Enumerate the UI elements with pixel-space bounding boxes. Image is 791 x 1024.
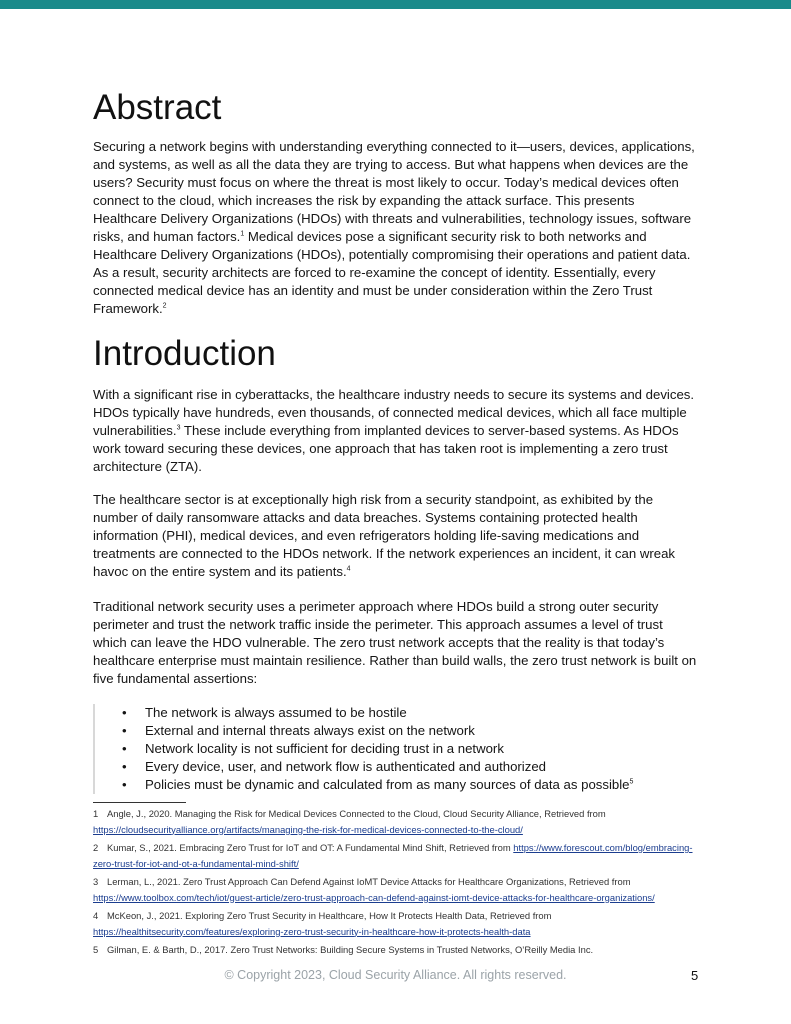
footnote-1 (93, 806, 699, 837)
copyright-notice: © Copyright 2023, Cloud Security Alliance. All rights reserved. (224, 968, 567, 982)
footnote-ref-5[interactable]: 5 (629, 778, 634, 786)
footnote-link[interactable]: https://www.forescout.com/blog/embracing-zero-trust-for-iot-and-ot-a-fundamental-mind-shift/ (93, 842, 693, 869)
abstract-text-2: Medical devices pose a significant security risk to both networks and Healthcare Delivery Organizations (HDOs), potentially compromising their operations and patient data. As a result, security architects are forced to re-examine the concept of identity. Essentially, every connected medical device has an identity and must be under consideration within the Zero Trust Framework. (93, 229, 691, 316)
footnote-number: 3 (93, 876, 99, 887)
footnote-text: Kumar, S., 2021. Embracing Zero Trust for IoT and OT: A Fundamental Mind Shift, Retrieved from (107, 842, 514, 853)
intro-p1-text-1: With a significant rise in cyberattacks, the healthcare industry needs to secure its systems and devices. HDOs typically have hundreds, even thousands, of connected medical devices, which all face multiple vulnerabilities. (93, 387, 695, 438)
footnote-text: Angle, J., 2020. Managing the Risk for Medical Devices Connected to the Cloud, Cloud Security Alliance, Retrieved from (107, 808, 606, 819)
bullet-icon: • (122, 777, 127, 792)
footnote-number: 5 (93, 944, 99, 955)
bullet-icon: • (122, 741, 127, 756)
footnote-text: McKeon, J., 2021. Exploring Zero Trust Security in Healthcare, How It Protects Health Data, Retrieved from (107, 910, 552, 921)
abstract-text-1: Securing a network begins with understanding everything connected to it—users, devices, applications, and systems, as well as all the data they are trying to access. But what happens when devices are the users? Security must focus on where the threat is most likely to occur. Today’s medical devices often connect to the cloud, which increases the risk by expanding the attack surface. This presents Healthcare Delivery Organizations (HDOs) with threats and vulnerabilities, technology issues, software risks, and human factors. (93, 139, 695, 244)
assertion-text: Policies must be dynamic and calculated from as many sources of data as possible (145, 777, 630, 792)
footnote-ref-1[interactable]: 1 (240, 230, 245, 238)
list-item (95, 776, 701, 794)
footnote-3 (93, 874, 699, 905)
introduction-heading: Introduction (93, 334, 276, 373)
footnote-ref-3[interactable]: 3 (176, 424, 181, 432)
assertion-text: The network is always assumed to be hostile (145, 705, 407, 720)
footnote-ref-4[interactable]: 4 (346, 565, 351, 573)
assertion-text: Every device, user, and network flow is authenticated and authorized (145, 759, 546, 774)
header-accent-bar (0, 0, 791, 9)
footnote-5 (93, 942, 699, 958)
footnote-number: 4 (93, 910, 99, 921)
footnote-ref-2[interactable]: 2 (162, 302, 167, 310)
footnotes (93, 806, 699, 961)
introduction-paragraph-3: Traditional network security uses a perimeter approach where HDOs build a strong outer security perimeter and trust the network traffic inside the perimeter. This approach assumes a level of trust which can leave the HDO vulnerable. The zero trust network accepts that the reality is that today’s healthcare enterprise must maintain resilience. Rather than build walls, the zero trust network is built on five fundamental assertions: (93, 599, 697, 686)
footnote-text: Lerman, L., 2021. Zero Trust Approach Can Defend Against IoMT Device Attacks for Healthcare Organizations, Retrieved from (107, 876, 631, 887)
footnote-number: 2 (93, 842, 99, 853)
footnote-link[interactable]: https://cloudsecurityalliance.org/artifacts/managing-the-risk-for-medical-devices-connected-to-the-cloud/ (93, 823, 523, 835)
footnote-link[interactable]: https://www.toolbox.com/tech/iot/guest-article/zero-trust-approach-can-defend-against-iomt-device-attacks-for-healthcare-organizations/ (93, 891, 655, 903)
intro-p2-text: The healthcare sector is at exceptionally high risk from a security standpoint, as exhibited by the number of daily ransomware attacks and data breaches. Systems containing protected health information (PHI), medical devices, and even refrigerators holding life-saving medications and treatments are connected to the HDOs network. If the network experiences an incident, it can wreak havoc on the entire system and its patients. (93, 492, 676, 579)
abstract-heading: Abstract (93, 88, 222, 127)
list-item (95, 740, 701, 758)
list-item (95, 722, 701, 740)
assertion-text: External and internal threats always exist on the network (145, 723, 475, 738)
footnote-link[interactable]: https://healthitsecurity.com/features/exploring-zero-trust-security-in-healthcare-how-it-protects-health-data (93, 925, 531, 937)
bullet-icon: • (122, 705, 127, 720)
footnote-number: 1 (93, 808, 99, 819)
list-item (95, 704, 701, 722)
page-number: 5 (691, 968, 699, 983)
footnote-divider (93, 802, 186, 803)
footnote-2 (93, 840, 699, 871)
footnote-4 (93, 908, 699, 939)
abstract-paragraph (93, 138, 699, 318)
list-item (95, 758, 701, 776)
introduction-paragraph-1 (93, 386, 699, 476)
intro-p1-text-2: These include everything from implanted devices to server-based systems. As HDOs work toward securing these devices, one approach that has taken root is implementing a zero trust architecture (ZTA). (93, 423, 679, 474)
footnote-text: Gilman, E. & Barth, D., 2017. Zero Trust Networks: Building Secure Systems in Trusted Networks, O’Reilly Media Inc. (107, 944, 594, 955)
introduction-paragraph-2 (93, 491, 699, 581)
assertion-text: Network locality is not sufficient for deciding trust in a network (145, 741, 504, 756)
assertions-list (93, 704, 701, 794)
bullet-icon: • (122, 723, 127, 738)
bullet-icon: • (122, 759, 127, 774)
